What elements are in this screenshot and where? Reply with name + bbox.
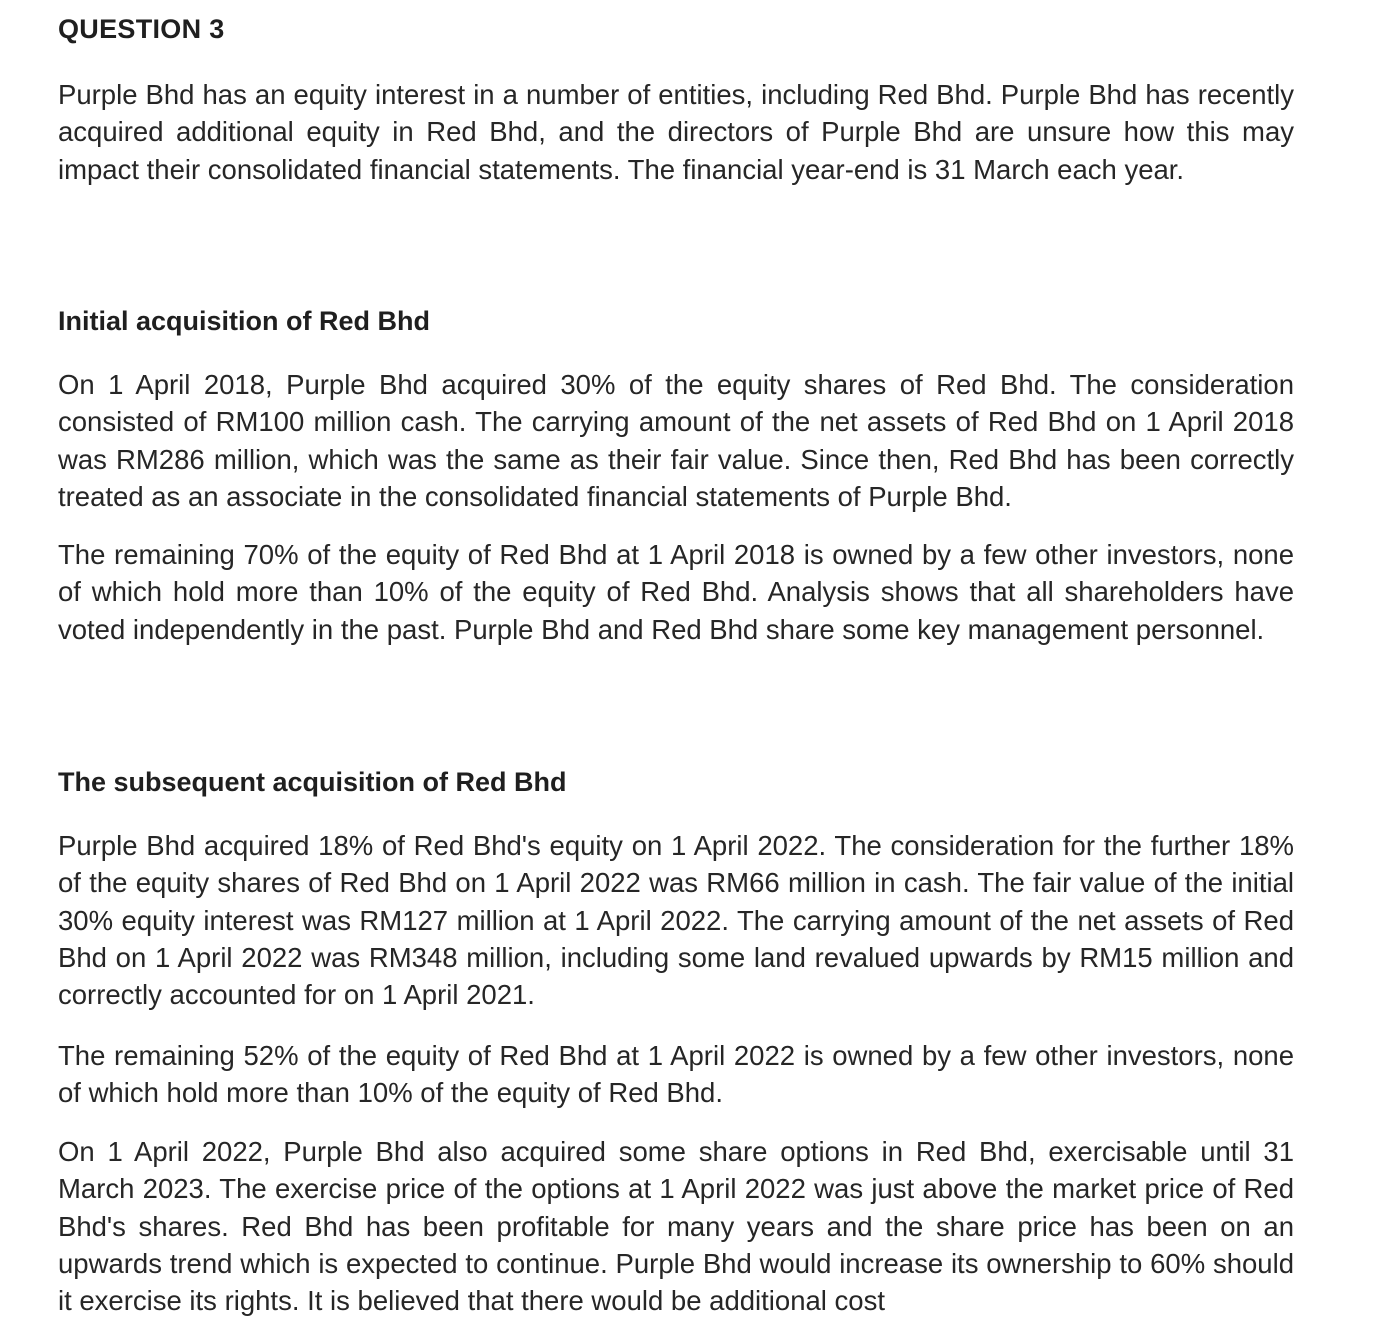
initial-acquisition-paragraph: On 1 April 2018, Purple Bhd acquired 30% of the equity shares of Red Bhd. The consideration consisted of RM100 million cash. The carrying amount of the net assets of Red Bhd on 1 April 2018 was RM286 million, which was the same as their fair value. Since then, Red Bhd has been correctly treated as an associate in the consolidated financial statements of Purple Bhd. [58, 369, 1294, 512]
subsequent-acquisition-paragraph: On 1 April 2022, Purple Bhd also acquired some share options in Red Bhd, exercisable until 31 March 2023. The exercise price of the options at 1 April 2022 was just above the market price of Red Bhd's shares. Red Bhd has been profitable for many years and the share price has been on an upwards trend which is expected to continue. Purple Bhd would increase its ownership to 60% should it exercise its rights. It is believed that there would be additional cost [58, 1136, 1294, 1317]
section-heading-initial-acquisition: Initial acquisition of Red Bhd [58, 306, 431, 336]
question-title: QUESTION 3 [58, 14, 225, 44]
subsequent-acquisition-paragraph: The remaining 52% of the equity of Red Bhd at 1 April 2022 is owned by a few other investors, none of which hold more than 10% of the equity of Red Bhd. [58, 1040, 1294, 1109]
initial-acquisition-paragraph: The remaining 70% of the equity of Red Bhd at 1 April 2018 is owned by a few other investors, none of which hold more than 10% of the equity of Red Bhd. Analysis shows that all shareholders have voted independently in the past. Purple Bhd and Red Bhd share some key management personnel. [58, 539, 1294, 645]
section-heading-subsequent-acquisition: The subsequent acquisition of Red Bhd [58, 767, 567, 797]
intro-paragraph: Purple Bhd has an equity interest in a number of entities, including Red Bhd. Purple Bhd has recently acquired additional equity in Red Bhd, and the directors of Purple Bhd are unsure how this may impact their consolidated financial statements. The financial year-end is 31 March each year. [58, 79, 1294, 185]
subsequent-acquisition-paragraph: Purple Bhd acquired 18% of Red Bhd's equity on 1 April 2022. The consideration for the further 18% of the equity shares of Red Bhd on 1 April 2022 was RM66 million in cash. The fair value of the initial 30% equity interest was RM127 million at 1 April 2022. The carrying amount of the net assets of Red Bhd on 1 April 2022 was RM348 million, including some land revalued upwards by RM15 million and correctly accounted for on 1 April 2021. [58, 830, 1294, 1011]
